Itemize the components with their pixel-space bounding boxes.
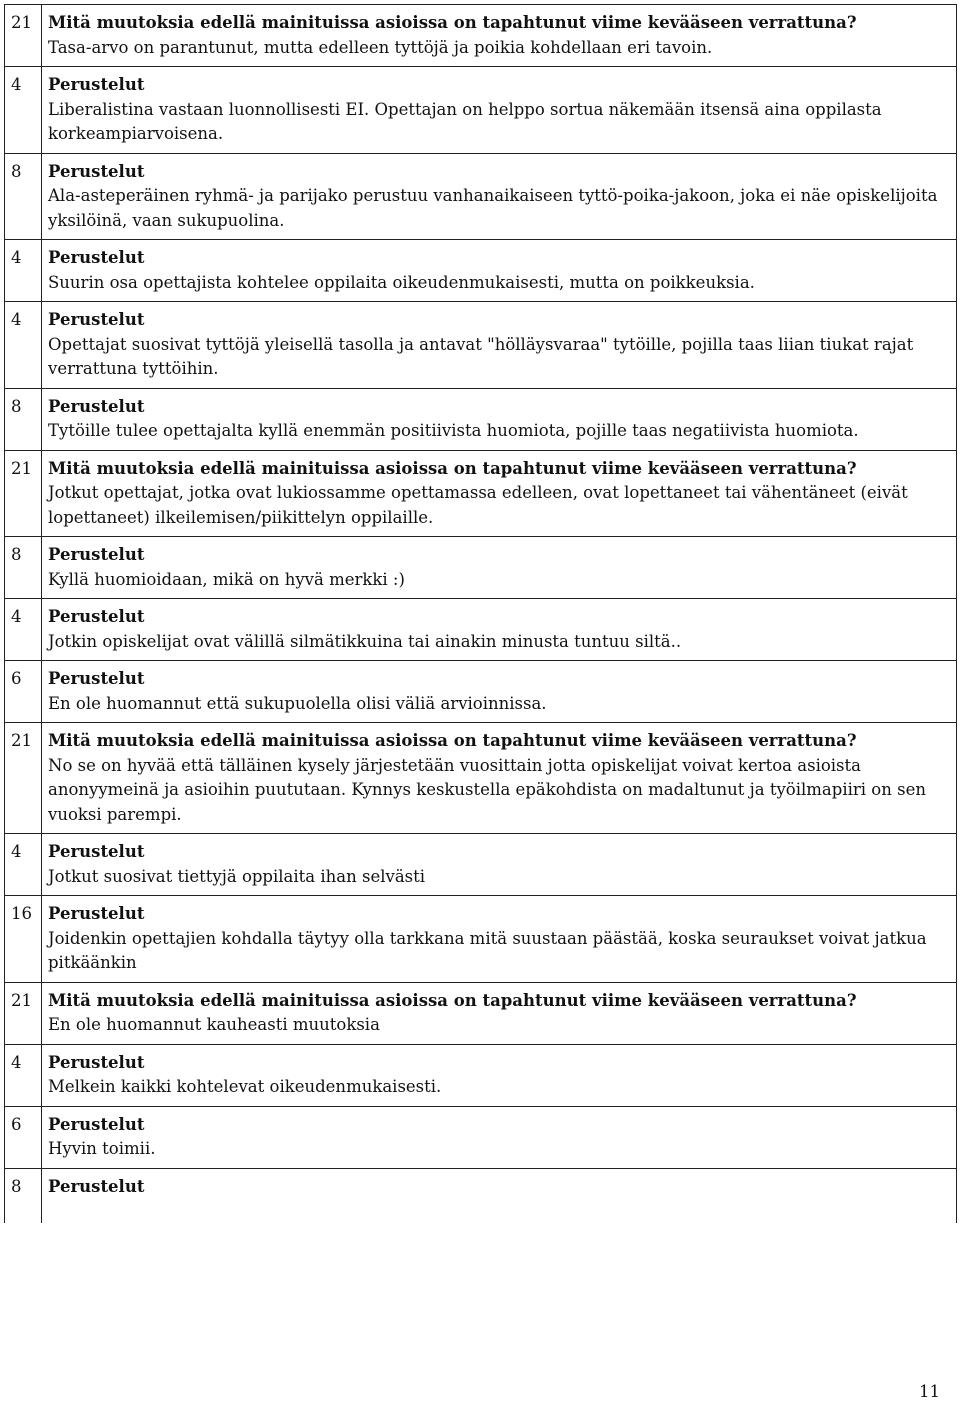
answer-text: En ole huomannut kauheasti muutoksia — [48, 1015, 380, 1034]
response-cell — [42, 537, 957, 599]
question-heading: Perustelut — [48, 904, 145, 923]
answer-text: Jotkut suosivat tiettyjä oppilaita ihan selvästi — [48, 866, 426, 886]
question-heading: Perustelut — [48, 1176, 145, 1196]
answer-text: En ole huomannut että sukupuolella olisi väliä arvioinnissa. — [48, 693, 547, 713]
question-heading: Perustelut — [48, 842, 145, 861]
question-heading: Mitä muutoksia edellä mainituissa asioissa on tapahtunut viime kevääseen verrattuna? — [48, 13, 857, 32]
response-cell — [42, 5, 957, 67]
question-heading: Perustelut — [48, 607, 145, 626]
question-heading: Mitä muutoksia edellä mainituissa asioissa on tapahtunut viime kevääseen verrattuna? — [48, 458, 857, 478]
response-count: 8 — [5, 388, 42, 450]
question-heading: Perustelut — [48, 310, 145, 329]
response-count: 4 — [5, 67, 42, 154]
response-cell — [42, 723, 957, 834]
response-cell — [42, 1168, 957, 1223]
table-row — [5, 67, 957, 154]
response-count: 6 — [5, 1106, 42, 1168]
question-heading: Perustelut — [48, 1114, 145, 1134]
question-heading: Perustelut — [48, 1052, 145, 1072]
response-count: 4 — [5, 1044, 42, 1106]
table-row — [5, 388, 957, 450]
response-cell — [42, 450, 957, 537]
question-heading: Mitä muutoksia edellä mainituissa asioissa on tapahtunut viime kevääseen verrattuna? — [48, 731, 857, 750]
table-row — [5, 450, 957, 537]
question-heading: Perustelut — [48, 396, 145, 416]
table-row — [5, 896, 957, 983]
table-row — [5, 302, 957, 389]
table-row — [5, 5, 957, 67]
response-count: 4 — [5, 240, 42, 302]
response-count: 8 — [5, 537, 42, 599]
response-cell — [42, 388, 957, 450]
response-count: 21 — [5, 982, 42, 1044]
response-count: 4 — [5, 599, 42, 661]
response-cell — [42, 599, 957, 661]
answer-text: Kyllä huomioidaan, mikä on hyvä merkki :) — [48, 569, 405, 589]
table-row — [5, 1044, 957, 1106]
table-row — [5, 240, 957, 302]
table-row — [5, 982, 957, 1044]
answer-text: Jotkin opiskelijat ovat välillä silmätikkuina tai ainakin minusta tuntuu siltä.. — [48, 631, 682, 651]
response-count: 4 — [5, 302, 42, 389]
question-heading: Perustelut — [48, 75, 145, 94]
table-row — [5, 1168, 957, 1223]
table-row — [5, 599, 957, 661]
question-heading: Mitä muutoksia edellä mainituissa asioissa on tapahtunut viime kevääseen verrattuna? — [48, 990, 857, 1010]
page-number: 11 — [919, 1382, 940, 1401]
response-cell — [42, 661, 957, 723]
responses-table-container — [4, 4, 957, 1223]
table-row — [5, 834, 957, 896]
response-cell — [42, 302, 957, 389]
response-count: 21 — [5, 723, 42, 834]
answer-text: Joidenkin opettajien kohdalla täytyy olla tarkkana mitä suustaan päästää, koska seuraukset voivat jatkua pitkäänkin — [48, 928, 927, 972]
response-count: 6 — [5, 661, 42, 723]
response-count: 16 — [5, 896, 42, 983]
response-count: 8 — [5, 153, 42, 240]
answer-text: Opettajat suosivat tyttöjä yleisellä tasolla ja antavat "hölläysvaraa" tytöille, pojilla taas liian tiukat rajat verrattuna tyttöihin. — [48, 334, 914, 378]
response-count: 4 — [5, 834, 42, 896]
table-row — [5, 1106, 957, 1168]
response-count: 21 — [5, 450, 42, 537]
response-cell — [42, 1106, 957, 1168]
response-cell — [42, 1044, 957, 1106]
response-cell — [42, 67, 957, 154]
answer-text: Liberalistina vastaan luonnollisesti EI. Opettajan on helppo sortua näkemään itsensä aina oppilasta korkeampiarvoisena. — [48, 99, 882, 143]
answer-text: Ala-asteperäinen ryhmä- ja parijako perustuu vanhanaikaiseen tyttö-poika-jakoon, joka ei näe opiskelijoita yksilöinä, vaan sukupuolina. — [48, 186, 938, 230]
answer-text: Tasa-arvo on parantunut, mutta edelleen tyttöjä ja poikia kohdellaan eri tavoin. — [48, 37, 713, 57]
table-row — [5, 153, 957, 240]
response-count: 21 — [5, 5, 42, 67]
question-heading: Perustelut — [48, 669, 145, 688]
answer-text: Jotkut opettajat, jotka ovat lukiossamme opettamassa edelleen, ovat lopettaneet tai vähentäneet (eivät lopettaneet) ilkeilemisen/piikittelyn oppilaille. — [48, 483, 908, 527]
responses-table — [4, 4, 957, 1223]
answer-text: Suurin osa opettajista kohtelee oppilaita oikeudenmukaisesti, mutta on poikkeuksia. — [48, 272, 755, 292]
response-cell — [42, 240, 957, 302]
question-heading: Perustelut — [48, 161, 145, 181]
responses-table-body — [5, 5, 957, 1223]
table-row — [5, 537, 957, 599]
table-row — [5, 723, 957, 834]
response-cell — [42, 982, 957, 1044]
response-cell — [42, 153, 957, 240]
table-row — [5, 661, 957, 723]
response-cell — [42, 896, 957, 983]
question-heading: Perustelut — [48, 248, 145, 267]
answer-text: Hyvin toimii. — [48, 1139, 156, 1158]
answer-text: Melkein kaikki kohtelevat oikeudenmukaisesti. — [48, 1077, 442, 1096]
question-heading: Perustelut — [48, 545, 145, 564]
answer-text: No se on hyvää että tälläinen kysely järjestetään vuosittain jotta opiskelijat voivat kertoa asioista anonyymeinä ja asioihin puututaan. Kynnys keskustella epäkohdista on madaltunut ja työilmapiiri on sen vuoksi parempi. — [48, 755, 926, 824]
response-count: 8 — [5, 1168, 42, 1223]
answer-text: Tytöille tulee opettajalta kyllä enemmän positiivista huomiota, pojille taas negatiivista huomiota. — [48, 421, 859, 440]
response-cell — [42, 834, 957, 896]
